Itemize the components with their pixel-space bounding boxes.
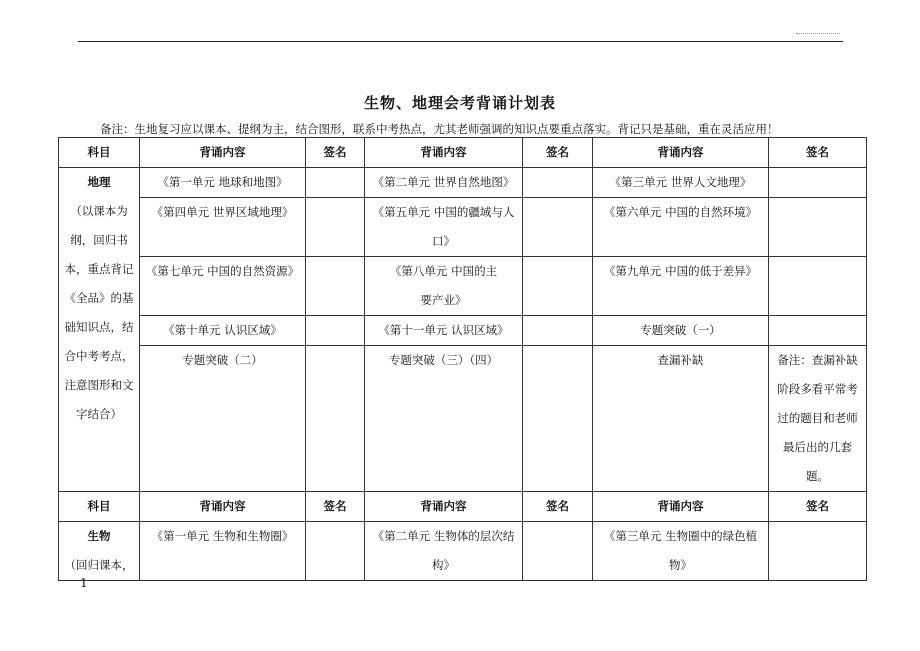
header-sign: 签名 xyxy=(306,138,365,168)
table-row xyxy=(59,346,867,492)
content-cell: 《第五单元 中国的疆域与人口》 xyxy=(365,198,523,257)
sign-cell[interactable] xyxy=(306,346,365,492)
sign-cell[interactable] xyxy=(523,198,593,257)
content-cell: 《第二单元 生物体的层次结构》 xyxy=(365,522,523,581)
content-cell: 《第三单元 生物圈中的绿色植物》 xyxy=(593,522,769,581)
content-cell: 《第一单元 地球和地图》 xyxy=(140,168,306,198)
sign-cell[interactable] xyxy=(306,168,365,198)
content-cell: 查漏补缺 xyxy=(593,346,769,492)
header-sign: 签名 xyxy=(769,138,867,168)
page-title: 生物、地理会考背诵计划表 xyxy=(363,94,556,112)
content-cell: 《第十一单元 认识区域》 xyxy=(365,316,523,346)
subject-name: 地理 xyxy=(87,175,111,189)
header-subject: 科目 xyxy=(59,138,140,168)
header-sign: 签名 xyxy=(306,492,365,522)
content-cell: 《第七单元 中国的自然资源》 xyxy=(140,257,306,316)
table-row xyxy=(59,522,867,581)
sign-cell[interactable] xyxy=(769,257,867,316)
header-subject: 科目 xyxy=(59,492,140,522)
header-rule xyxy=(78,41,843,42)
remark-cell: 备注：查漏补缺阶段多看平常考过的题目和老师最后出的几套题。 xyxy=(769,346,867,492)
plan-table xyxy=(58,137,867,581)
content-cell: 专题突破（一） xyxy=(593,316,769,346)
sign-cell[interactable] xyxy=(523,316,593,346)
sign-cell[interactable] xyxy=(306,257,365,316)
subject-cell-biology xyxy=(59,522,140,581)
sign-cell[interactable] xyxy=(306,522,365,581)
subject-desc: （回归课本， xyxy=(64,558,134,572)
sign-cell[interactable] xyxy=(523,168,593,198)
content-cell: 专题突破（三）（四） xyxy=(365,346,523,492)
content-cell: 《第六单元 中国的自然环境》 xyxy=(593,198,769,257)
sign-cell[interactable] xyxy=(306,316,365,346)
sign-cell[interactable] xyxy=(769,198,867,257)
content-cell: 专题突破（二） xyxy=(140,346,306,492)
table-header-row xyxy=(59,492,867,522)
sign-cell[interactable] xyxy=(769,522,867,581)
content-cell: 《第九单元 中国的低于差异》 xyxy=(593,257,769,316)
content-cell: 《第三单元 世界人文地理》 xyxy=(593,168,769,198)
note-text: 备注：生地复习应以课本、提纲为主，结合图形，联系中考热点，尤其老师强调的知识点要重点落实。背记只是基础，重在灵活应用！ xyxy=(100,122,779,136)
content-cell: 《第二单元 世界自然地图》 xyxy=(365,168,523,198)
header-sign: 签名 xyxy=(523,492,593,522)
header-content: 背诵内容 xyxy=(140,492,306,522)
sign-cell[interactable] xyxy=(769,316,867,346)
table-header-row xyxy=(59,138,867,168)
sign-cell[interactable] xyxy=(769,168,867,198)
header-content: 背诵内容 xyxy=(140,138,306,168)
sign-cell[interactable] xyxy=(306,198,365,257)
header-mark xyxy=(796,33,840,34)
header-sign: 签名 xyxy=(769,492,867,522)
header-content: 背诵内容 xyxy=(365,138,523,168)
content-cell: 《第十单元 认识区域》 xyxy=(140,316,306,346)
table-row xyxy=(59,198,867,257)
table-row xyxy=(59,316,867,346)
table-row xyxy=(59,168,867,198)
table-row xyxy=(59,257,867,316)
sign-cell[interactable] xyxy=(523,257,593,316)
sign-cell[interactable] xyxy=(523,346,593,492)
subject-name: 生物 xyxy=(87,529,111,543)
content-cell: 《第一单元 生物和生物圈》 xyxy=(140,522,306,581)
content-cell: 《第四单元 世界区域地理》 xyxy=(140,198,306,257)
subject-cell-geography xyxy=(59,168,140,492)
header-sign: 签名 xyxy=(523,138,593,168)
page-number: 1 xyxy=(80,576,88,590)
content-cell: 《第八单元 中国的主要产业》 xyxy=(365,257,523,316)
header-content: 背诵内容 xyxy=(365,492,523,522)
sign-cell[interactable] xyxy=(523,522,593,581)
subject-desc: （以课本为纲，回归书本，重点背记《全品》的基础知识点，结合中考考点，注意图形和文字结合） xyxy=(64,204,134,421)
header-content: 背诵内容 xyxy=(593,492,769,522)
header-content: 背诵内容 xyxy=(593,138,769,168)
